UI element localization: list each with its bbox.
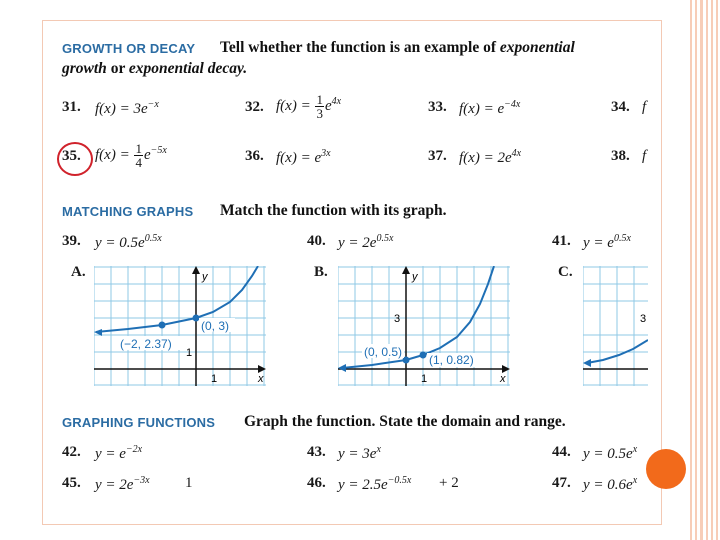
graph-label-a: A. bbox=[71, 264, 86, 280]
exercise-expression: $f(x) = e^{-4x}$ bbox=[459, 99, 521, 117]
exercise-number: 46. bbox=[307, 475, 326, 491]
exercise-number: 37. bbox=[428, 148, 447, 164]
point-marker bbox=[159, 322, 166, 329]
x-axis-label: x bbox=[258, 373, 264, 385]
exercise-number: 40. bbox=[307, 233, 326, 249]
exercise-expression: $y = 0.6e^x$ bbox=[583, 475, 638, 493]
instruction-matching: Match the function with its graph. bbox=[220, 202, 447, 219]
exercise-number: 38. bbox=[611, 148, 630, 164]
point-label: (0, 0.5) bbox=[364, 345, 403, 359]
exercise-expression: $f(x) = e^{3x}$ bbox=[276, 148, 331, 166]
exercise-number: 43. bbox=[307, 444, 326, 460]
exercise-number: 35. bbox=[62, 148, 81, 164]
section-header-growth-decay: GROWTH OR DECAY bbox=[62, 41, 196, 56]
section-header-graphing-functions: GRAPHING FUNCTIONS bbox=[62, 415, 216, 430]
exercise-expression: $f(x) = 3e^{-x}$ bbox=[95, 99, 159, 117]
expression-fragment: + 2 bbox=[439, 475, 459, 491]
exercise-number: 47. bbox=[552, 475, 571, 491]
y-tick-label: 1 bbox=[186, 347, 193, 359]
exercise-expression: $y = 2e^{-3x}$ bbox=[95, 475, 150, 493]
exercise-expression: f(x) = $\frac{1}{4}$ $e^{-5x}$ bbox=[95, 141, 167, 170]
point-marker bbox=[193, 315, 200, 322]
graph-label-c: C. bbox=[558, 264, 573, 280]
x-axis-label: x bbox=[500, 373, 506, 385]
y-axis-label: y bbox=[412, 271, 418, 283]
point-label: (1, 0.82) bbox=[429, 353, 474, 367]
exercise-number: 36. bbox=[245, 148, 264, 164]
point-marker bbox=[420, 352, 427, 359]
x-tick-label: 1 bbox=[211, 373, 218, 385]
exercise-expression: $y = 0.5e^x$ bbox=[583, 444, 638, 462]
exercise-expression: $y = 3e^x$ bbox=[338, 444, 381, 462]
exercise-number: 42. bbox=[62, 444, 81, 460]
exercise-expression: $y = 0.5e^{0.5x}$ bbox=[95, 233, 162, 251]
exercise-number: 31. bbox=[62, 99, 81, 115]
exercise-expression: $y = 2e^{0.5x}$ bbox=[338, 233, 394, 251]
exercise-number: 44. bbox=[552, 444, 571, 460]
exercise-number: 32. bbox=[245, 99, 264, 115]
exercise-number: 45. bbox=[62, 475, 81, 491]
y-tick-label: 3 bbox=[394, 313, 401, 325]
expression-fragment: 1 bbox=[185, 475, 193, 491]
exercise-expression: $y = e^{-2x}$ bbox=[95, 444, 143, 462]
exercise-expression: $f(x) = 2e^{4x}$ bbox=[459, 148, 522, 166]
exercise-expression: $y = 2.5e^{-0.5x}$ bbox=[338, 475, 412, 493]
y-tick-label: 3 bbox=[640, 313, 647, 325]
x-tick-label: 1 bbox=[421, 373, 428, 385]
graph-b bbox=[338, 266, 510, 386]
exercise-number: 39. bbox=[62, 233, 81, 249]
instruction-graphing: Graph the function. State the domain and range. bbox=[244, 413, 566, 430]
y-axis-label: y bbox=[202, 271, 208, 283]
exercise-number: 33. bbox=[428, 99, 447, 115]
exercise-number: 41. bbox=[552, 233, 571, 249]
decorative-stripes bbox=[690, 0, 720, 540]
exercise-expression: f(x) = $\frac{1}{3}$ $e^{4x}$ bbox=[276, 92, 342, 121]
graph-a bbox=[94, 266, 266, 386]
graph-c bbox=[583, 266, 648, 386]
exercise-number: 34. bbox=[611, 99, 630, 115]
slide-bullet-dot bbox=[646, 449, 686, 489]
exercise-expression: f bbox=[642, 99, 647, 115]
graph-label-b: B. bbox=[314, 264, 328, 280]
instruction-line-1: Tell whether the function is an example of exponential bbox=[220, 39, 575, 56]
exercise-expression: $y = e^{0.5x}$ bbox=[583, 233, 631, 251]
point-label: (0, 3) bbox=[201, 319, 230, 333]
section-header-matching-graphs: MATCHING GRAPHS bbox=[62, 204, 194, 219]
instruction-line-2: growth or exponential decay. bbox=[62, 60, 248, 77]
point-label: (−2, 2.37) bbox=[120, 337, 172, 351]
exercise-expression: f bbox=[642, 148, 647, 164]
